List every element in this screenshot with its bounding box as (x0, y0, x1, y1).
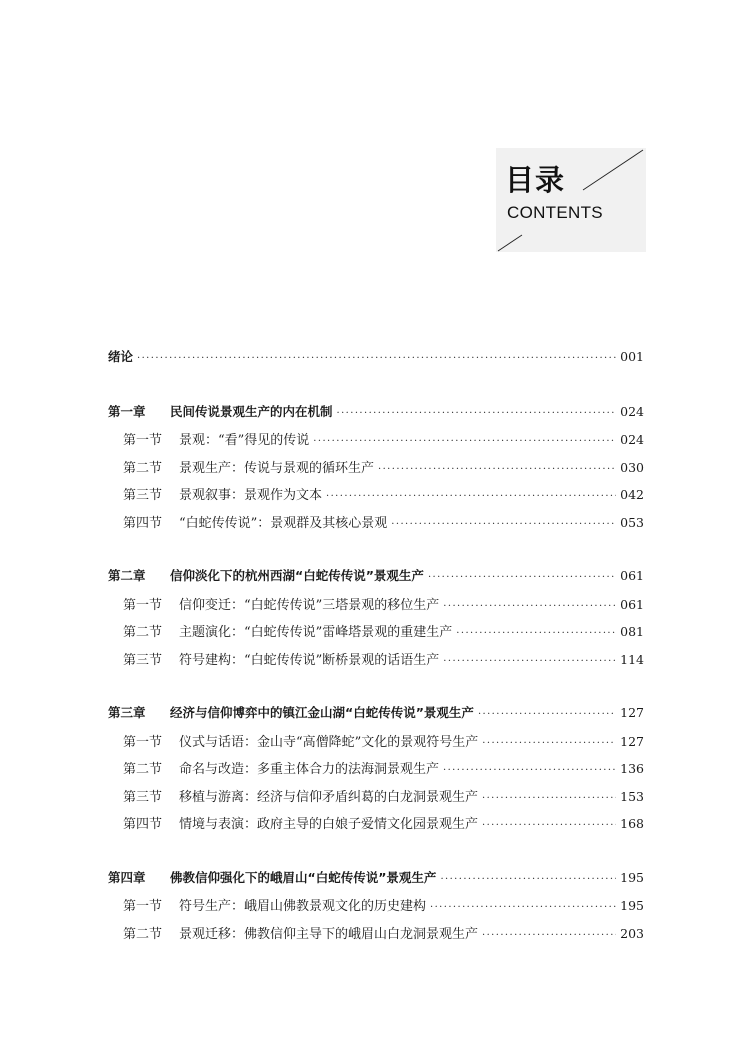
toc-section-row[interactable] (108, 731, 644, 759)
page-number: 024 (620, 403, 644, 419)
table-of-contents (108, 347, 644, 950)
chapter-title: 民间传说景观生产的内在机制 (170, 403, 333, 419)
toc-section-row[interactable] (108, 786, 644, 814)
page-number: 168 (620, 816, 644, 831)
slash-line-top (583, 150, 643, 190)
toc-section-row[interactable] (108, 649, 644, 677)
section-title: 命名与改造：多重主体合力的法海洞景观生产 (179, 762, 440, 777)
section-number: 第一节 (123, 433, 163, 448)
toc-entry-label (123, 484, 322, 503)
page-number: 042 (620, 487, 644, 502)
dot-leader (440, 874, 616, 885)
toc-entry-label (123, 758, 439, 777)
page-number: 081 (620, 624, 644, 639)
dot-leader (482, 738, 616, 749)
dot-leader (378, 464, 616, 475)
section-number: 第二节 (123, 460, 163, 476)
section-number: 第二节 (123, 762, 163, 777)
toc-entry-label (123, 813, 478, 832)
dot-leader (391, 519, 616, 530)
page-number: 001 (620, 349, 644, 364)
toc-chapter-row[interactable] (108, 703, 644, 731)
section-title: “白蛇传传说”：景观群及其核心景观 (179, 515, 388, 531)
toc-chapter-row[interactable] (108, 402, 644, 430)
dot-leader (443, 765, 616, 776)
section-number: 第三节 (123, 652, 163, 668)
page-number: 053 (620, 514, 644, 530)
page-number: 061 (620, 568, 644, 583)
toc-entry-label (123, 429, 309, 448)
toc-section-row[interactable] (108, 457, 644, 485)
dot-leader (482, 793, 616, 804)
toc-section-row[interactable] (108, 429, 644, 457)
section-title: 景观：“看”得见的传说 (179, 433, 310, 448)
dot-leader (482, 930, 616, 941)
toc-section-row[interactable] (108, 895, 644, 923)
toc-entry-label (123, 649, 439, 668)
chapter-title: 佛教信仰强化下的峨眉山“白蛇传传说”景观生产 (170, 869, 437, 885)
page-title: 目录 (505, 163, 566, 197)
page-number: 030 (620, 459, 644, 475)
page-number: 195 (620, 869, 644, 885)
toc-section-row[interactable] (108, 512, 644, 540)
section-title: 景观叙事：景观作为文本 (179, 488, 323, 503)
toc-entry-label (123, 786, 478, 805)
chapter-number: 第一章 (108, 403, 146, 419)
toc-chapter-row[interactable] (108, 566, 644, 594)
dot-leader (137, 353, 616, 364)
toc-gap (108, 676, 644, 703)
toc-section-row[interactable] (108, 758, 644, 786)
section-number: 第三节 (123, 488, 163, 503)
slash-line-bottom (498, 235, 522, 251)
page-number: 061 (620, 596, 644, 612)
toc-entry-label (123, 923, 478, 942)
section-number: 第四节 (123, 515, 163, 531)
toc-entry-label (123, 512, 387, 531)
page-number: 153 (620, 788, 644, 804)
section-number: 第三节 (123, 789, 163, 805)
dot-leader (478, 709, 616, 720)
toc-section-row[interactable] (108, 484, 644, 512)
toc-gap (108, 375, 644, 402)
toc-gap (108, 841, 644, 868)
toc-chapter-row[interactable] (108, 347, 644, 375)
toc-entry-label (108, 402, 333, 420)
section-number: 第四节 (123, 817, 163, 832)
page-number: 203 (620, 925, 644, 941)
toc-entry-label (123, 594, 439, 613)
section-title: 仪式与话语：金山寺“高僧降蛇”文化的景观符号生产 (179, 734, 479, 750)
toc-entry-label (123, 731, 478, 750)
page-number: 114 (620, 651, 644, 667)
toc-entry-label (108, 868, 436, 886)
dot-leader (326, 491, 616, 502)
section-title: 景观迁移：佛教信仰主导下的峨眉山白龙洞景观生产 (179, 926, 479, 942)
toc-entry-label (108, 347, 133, 365)
dot-leader (428, 572, 616, 583)
page-number: 127 (620, 733, 644, 749)
page-number: 024 (620, 432, 644, 447)
chapter-number: 第四章 (108, 869, 146, 885)
dot-leader (313, 436, 616, 447)
section-number: 第一节 (123, 597, 163, 613)
page-number: 136 (620, 761, 644, 776)
dot-leader (482, 820, 616, 831)
toc-entry-label (123, 621, 452, 640)
toc-entry-label (108, 703, 474, 721)
dot-leader (337, 408, 617, 419)
dot-leader (456, 628, 616, 639)
section-title: 景观生产：传说与景观的循环生产 (179, 460, 375, 476)
page-number: 195 (620, 898, 644, 913)
toc-section-row[interactable] (108, 594, 644, 622)
dot-leader (443, 601, 616, 612)
toc-entry-label (123, 895, 426, 914)
section-number: 第一节 (123, 899, 163, 914)
decorative-slash-lines (0, 0, 750, 300)
toc-entry-label (123, 457, 374, 476)
section-title: 信仰变迁：“白蛇传传说”三塔景观的移位生产 (179, 597, 440, 613)
toc-chapter-row[interactable] (108, 868, 644, 896)
page-number: 127 (620, 705, 644, 720)
section-title: 移植与游离：经济与信仰矛盾纠葛的白龙洞景观生产 (179, 789, 479, 805)
chapter-title: 绪论 (108, 349, 134, 364)
toc-section-row[interactable] (108, 621, 644, 649)
section-title: 主题演化：“白蛇传传说”雷峰塔景观的重建生产 (179, 625, 453, 640)
section-title: 符号建构：“白蛇传传说”断桥景观的话语生产 (179, 652, 440, 668)
dot-leader (443, 656, 616, 667)
section-title: 情境与表演：政府主导的白娘子爱情文化园景观生产 (179, 817, 479, 832)
toc-section-row[interactable] (108, 923, 644, 951)
toc-entry-label (108, 566, 424, 584)
section-number: 第二节 (123, 625, 163, 640)
section-title: 符号生产：峨眉山佛教景观文化的历史建构 (179, 899, 427, 914)
section-number: 第一节 (123, 734, 163, 750)
chapter-number: 第三章 (108, 705, 146, 720)
chapter-number: 第二章 (108, 568, 146, 583)
toc-section-row[interactable] (108, 813, 644, 841)
page-subtitle: CONTENTS (507, 203, 603, 222)
chapter-title: 信仰淡化下的杭州西湖“白蛇传传说”景观生产 (170, 568, 424, 583)
chapter-title: 经济与信仰博弈中的镇江金山湖“白蛇传传说”景观生产 (170, 705, 474, 720)
dot-leader (430, 902, 616, 913)
toc-gap (108, 539, 644, 566)
section-number: 第二节 (123, 926, 163, 942)
